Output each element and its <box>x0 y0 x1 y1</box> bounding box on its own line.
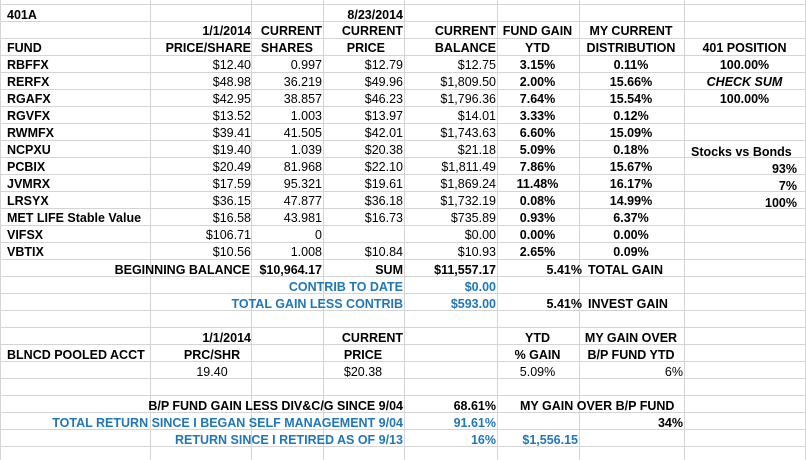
header-fund-gain-1[interactable]: FUND GAIN <box>502 24 573 38</box>
fund-cur-price-cell[interactable]: $13.97 <box>364 109 403 123</box>
fund-dist-cell[interactable]: 6.37% <box>613 211 649 225</box>
fund-dist-cell[interactable]: 0.09% <box>613 245 649 259</box>
fund-balance-cell[interactable]: $1,811.49 <box>441 160 496 174</box>
pooled-my-gain-1[interactable]: MY GAIN OVER <box>584 331 678 345</box>
bonds-pct[interactable]: 7% <box>778 179 797 193</box>
fund-price-cell[interactable]: $13.52 <box>212 109 251 123</box>
fund-price-cell[interactable]: $48.98 <box>212 75 251 89</box>
fund-cur-price-cell[interactable]: $12.79 <box>364 58 403 72</box>
fund-name-cell[interactable]: LRSYX <box>7 194 49 208</box>
fund-shares-cell[interactable]: 95.321 <box>283 177 322 191</box>
fund-balance-cell[interactable]: $14.01 <box>457 109 496 123</box>
fund-price-cell[interactable]: $36.15 <box>212 194 251 208</box>
pooled-date[interactable]: 1/1/2014 <box>202 331 251 345</box>
fund-name-cell[interactable]: NCPXU <box>7 143 51 157</box>
fund-price-cell[interactable]: $39.41 <box>212 126 251 140</box>
fund-dist-cell[interactable]: 15.09% <box>609 126 653 140</box>
sum-value[interactable]: $11,557.17 <box>434 263 496 277</box>
fund-name-cell[interactable]: RGVFX <box>7 109 51 123</box>
pooled-ytd-1[interactable]: YTD <box>525 331 550 345</box>
beginning-balance-value[interactable]: $10,964.17 <box>259 263 322 277</box>
fund-gain-cell[interactable]: 2.00% <box>519 75 556 89</box>
pooled-my-gain-value[interactable]: 6% <box>664 365 683 379</box>
fund-dist-cell[interactable]: 14.99% <box>609 194 653 208</box>
bp-fund-gain-label[interactable]: B/P FUND GAIN LESS DIV&C/G SINCE 9/04 <box>148 399 403 413</box>
header-my-current-2[interactable]: DISTRIBUTION <box>586 41 676 55</box>
fund-name-cell[interactable]: VBTIX <box>7 245 44 259</box>
my-gain-over-label[interactable]: MY GAIN OVER B/P FUND <box>520 399 675 413</box>
fund-price-cell[interactable]: $16.58 <box>212 211 251 225</box>
fund-gain-cell[interactable]: 7.64% <box>519 92 556 106</box>
fund-balance-cell[interactable]: $12.75 <box>457 58 496 72</box>
fund-shares-cell[interactable]: 41.505 <box>283 126 322 140</box>
fund-shares-cell[interactable]: 43.981 <box>283 211 322 225</box>
pooled-ytd-value[interactable]: 5.09% <box>519 365 556 379</box>
fund-gain-cell[interactable]: 5.09% <box>519 143 556 157</box>
fund-dist-cell[interactable]: 0.12% <box>613 109 649 123</box>
header-my-current-1[interactable]: MY CURRENT <box>589 24 673 38</box>
retired-amount[interactable]: $1,556.15 <box>522 433 578 447</box>
fund-gain-cell[interactable]: 0.93% <box>519 211 556 225</box>
fund-gain-cell[interactable]: 6.60% <box>519 126 556 140</box>
fund-gain-cell[interactable]: 2.65% <box>519 245 556 259</box>
sum-label[interactable]: SUM <box>375 263 403 277</box>
fund-dist-cell[interactable]: 0.00% <box>613 228 649 242</box>
fund-balance-cell[interactable]: $1,743.63 <box>440 126 496 140</box>
pooled-ytd-2[interactable]: % GAIN <box>514 348 561 362</box>
fund-cur-price-cell[interactable] <box>323 227 403 244</box>
total-gain-less-contrib-label[interactable]: TOTAL GAIN LESS CONTRIB <box>231 297 403 311</box>
fund-balance-cell[interactable]: $1,869.24 <box>440 177 496 191</box>
retired-label[interactable]: RETURN SINCE I RETIRED AS OF 9/13 <box>174 433 403 447</box>
fund-cur-price-cell[interactable]: $36.18 <box>364 194 403 208</box>
fund-dist-cell[interactable]: 0.18% <box>613 143 649 157</box>
fund-shares-cell[interactable]: 0 <box>315 228 322 242</box>
pooled-price[interactable]: 19.40 <box>196 365 228 379</box>
fund-cur-price-cell[interactable]: $16.73 <box>364 211 403 225</box>
pooled-my-gain-2[interactable]: B/P FUND YTD <box>587 348 675 362</box>
fund-shares-cell[interactable]: 0.997 <box>290 58 322 72</box>
fund-price-cell[interactable]: $12.40 <box>212 58 251 72</box>
fund-name-cell[interactable]: RBFFX <box>7 58 49 72</box>
fund-balance-cell[interactable]: $10.93 <box>457 245 496 259</box>
fund-price-cell[interactable]: $17.59 <box>212 177 251 191</box>
header-current-shares-2[interactable]: SHARES <box>260 41 313 55</box>
fund-cur-price-cell[interactable]: $10.84 <box>364 245 403 259</box>
header-current-balance-2[interactable]: BALANCE <box>434 41 496 55</box>
retired-pct[interactable]: 16% <box>470 433 496 447</box>
fund-balance-cell[interactable]: $21.18 <box>457 143 496 157</box>
fund-gain-cell[interactable]: 3.15% <box>519 58 556 72</box>
header-current-shares-1[interactable]: CURRENT <box>260 24 322 38</box>
sheet-title[interactable]: 401A <box>7 8 37 22</box>
fund-cur-price-cell[interactable]: $42.01 <box>364 126 403 140</box>
fund-gain-cell[interactable]: 7.86% <box>519 160 556 174</box>
beginning-balance-label[interactable]: BEGINNING BALANCE <box>114 263 250 277</box>
fund-shares-cell[interactable]: 81.968 <box>283 160 322 174</box>
fund-gain-cell[interactable]: 11.48% <box>516 177 559 191</box>
header-current-price-2[interactable]: PRICE <box>346 41 385 55</box>
self-management-value[interactable]: 91.61% <box>453 416 496 430</box>
fund-dist-cell[interactable]: 15.67% <box>609 160 653 174</box>
fund-name-cell[interactable]: PCBIX <box>7 160 46 174</box>
fund-gain-cell[interactable]: 0.08% <box>519 194 556 208</box>
fund-price-cell[interactable]: $106.71 <box>205 228 251 242</box>
check-sum-value[interactable]: 100.00% <box>719 92 770 106</box>
total-gain-pct[interactable]: 5.41% <box>546 263 582 277</box>
fund-balance-cell[interactable]: $0.00 <box>464 228 496 242</box>
fund-balance-cell[interactable]: $735.89 <box>450 211 496 225</box>
header-fund-gain-2[interactable]: YTD <box>525 41 550 55</box>
invest-gain-pct[interactable]: 5.41% <box>546 297 582 311</box>
fund-price-cell[interactable]: $19.40 <box>212 143 251 157</box>
header-401-position[interactable]: 401 POSITION <box>702 41 787 55</box>
fund-shares-cell[interactable]: 1.008 <box>290 245 322 259</box>
header-current-price-1[interactable]: CURRENT <box>341 24 403 38</box>
pooled-prc-shr[interactable]: PRC/SHR <box>183 348 241 362</box>
fund-balance-cell[interactable]: $1,809.50 <box>440 75 496 89</box>
my-gain-over-value[interactable]: 34% <box>657 416 683 430</box>
fund-dist-cell[interactable]: 15.54% <box>609 92 653 106</box>
header-current-balance-1[interactable]: CURRENT <box>434 24 496 38</box>
fund-price-cell[interactable]: $42.95 <box>212 92 251 106</box>
fund-cur-price-cell[interactable]: $22.10 <box>364 160 403 174</box>
fund-dist-cell[interactable]: 16.17% <box>609 177 653 191</box>
fund-shares-cell[interactable]: 47.877 <box>283 194 322 208</box>
fund-name-cell[interactable]: RGAFX <box>7 92 51 106</box>
header-fund[interactable]: FUND <box>7 41 42 55</box>
fund-name-cell[interactable]: JVMRX <box>7 177 51 191</box>
invest-gain-label[interactable]: INVEST GAIN <box>588 297 668 311</box>
fund-name-cell[interactable]: RWMFX <box>7 126 54 140</box>
header-price-share[interactable]: PRICE/SHARE <box>165 41 251 55</box>
fund-dist-cell[interactable]: 15.66% <box>609 75 653 89</box>
contrib-to-date-label[interactable]: CONTRIB TO DATE <box>288 280 403 294</box>
fund-gain-cell[interactable]: 3.33% <box>519 109 556 123</box>
fund-cur-price-cell[interactable]: $49.96 <box>364 75 403 89</box>
fund-name-cell[interactable]: RERFX <box>7 75 50 89</box>
bp-fund-gain-value[interactable]: 68.61% <box>453 399 496 413</box>
fund-balance-cell[interactable]: $1,732.19 <box>440 194 496 208</box>
fund-shares-cell[interactable]: 1.003 <box>290 109 322 123</box>
fund-cur-price-cell[interactable]: $20.38 <box>364 143 403 157</box>
fund-price-cell[interactable]: $10.56 <box>212 245 251 259</box>
total-gain-less-contrib-value[interactable]: $593.00 <box>450 297 496 311</box>
fund-dist-cell[interactable]: 0.11% <box>613 58 649 72</box>
pooled-account-label[interactable]: BLNCD POOLED ACCT <box>7 348 145 362</box>
total-pct[interactable]: 100% <box>765 196 797 210</box>
total-gain-label[interactable]: TOTAL GAIN <box>588 263 663 277</box>
fund-shares-cell[interactable]: 1.039 <box>290 143 322 157</box>
fund-price-cell[interactable]: $20.49 <box>212 160 251 174</box>
header-date2[interactable]: 8/23/2014 <box>347 8 403 22</box>
fund-balance-cell[interactable]: $1,796.36 <box>440 92 496 106</box>
self-management-label[interactable]: TOTAL RETURN SINCE I BEGAN SELF MANAGEMENT 9/04 <box>52 416 403 430</box>
fund-gain-cell[interactable]: 0.00% <box>519 228 556 242</box>
fund-name-cell[interactable]: MET LIFE Stable Value <box>7 211 142 225</box>
pooled-current-2[interactable]: PRICE <box>343 348 383 362</box>
fund-shares-cell[interactable]: 36.219 <box>283 75 322 89</box>
stocks-vs-bonds-label[interactable]: Stocks vs Bonds <box>691 145 792 159</box>
pooled-current-price[interactable]: $20.38 <box>343 365 383 379</box>
position-value[interactable]: 100.00% <box>719 58 770 72</box>
fund-cur-price-cell[interactable]: $46.23 <box>364 92 403 106</box>
stocks-pct[interactable]: 93% <box>771 162 797 176</box>
fund-shares-cell[interactable]: 38.857 <box>283 92 322 106</box>
fund-cur-price-cell[interactable]: $19.61 <box>364 177 403 191</box>
pooled-current-1[interactable]: CURRENT <box>341 331 403 345</box>
check-sum-label[interactable]: CHECK SUM <box>706 75 783 89</box>
fund-name-cell[interactable]: VIFSX <box>7 228 44 242</box>
contrib-to-date-value[interactable]: $0.00 <box>464 280 496 294</box>
header-date1[interactable]: 1/1/2014 <box>202 24 251 38</box>
